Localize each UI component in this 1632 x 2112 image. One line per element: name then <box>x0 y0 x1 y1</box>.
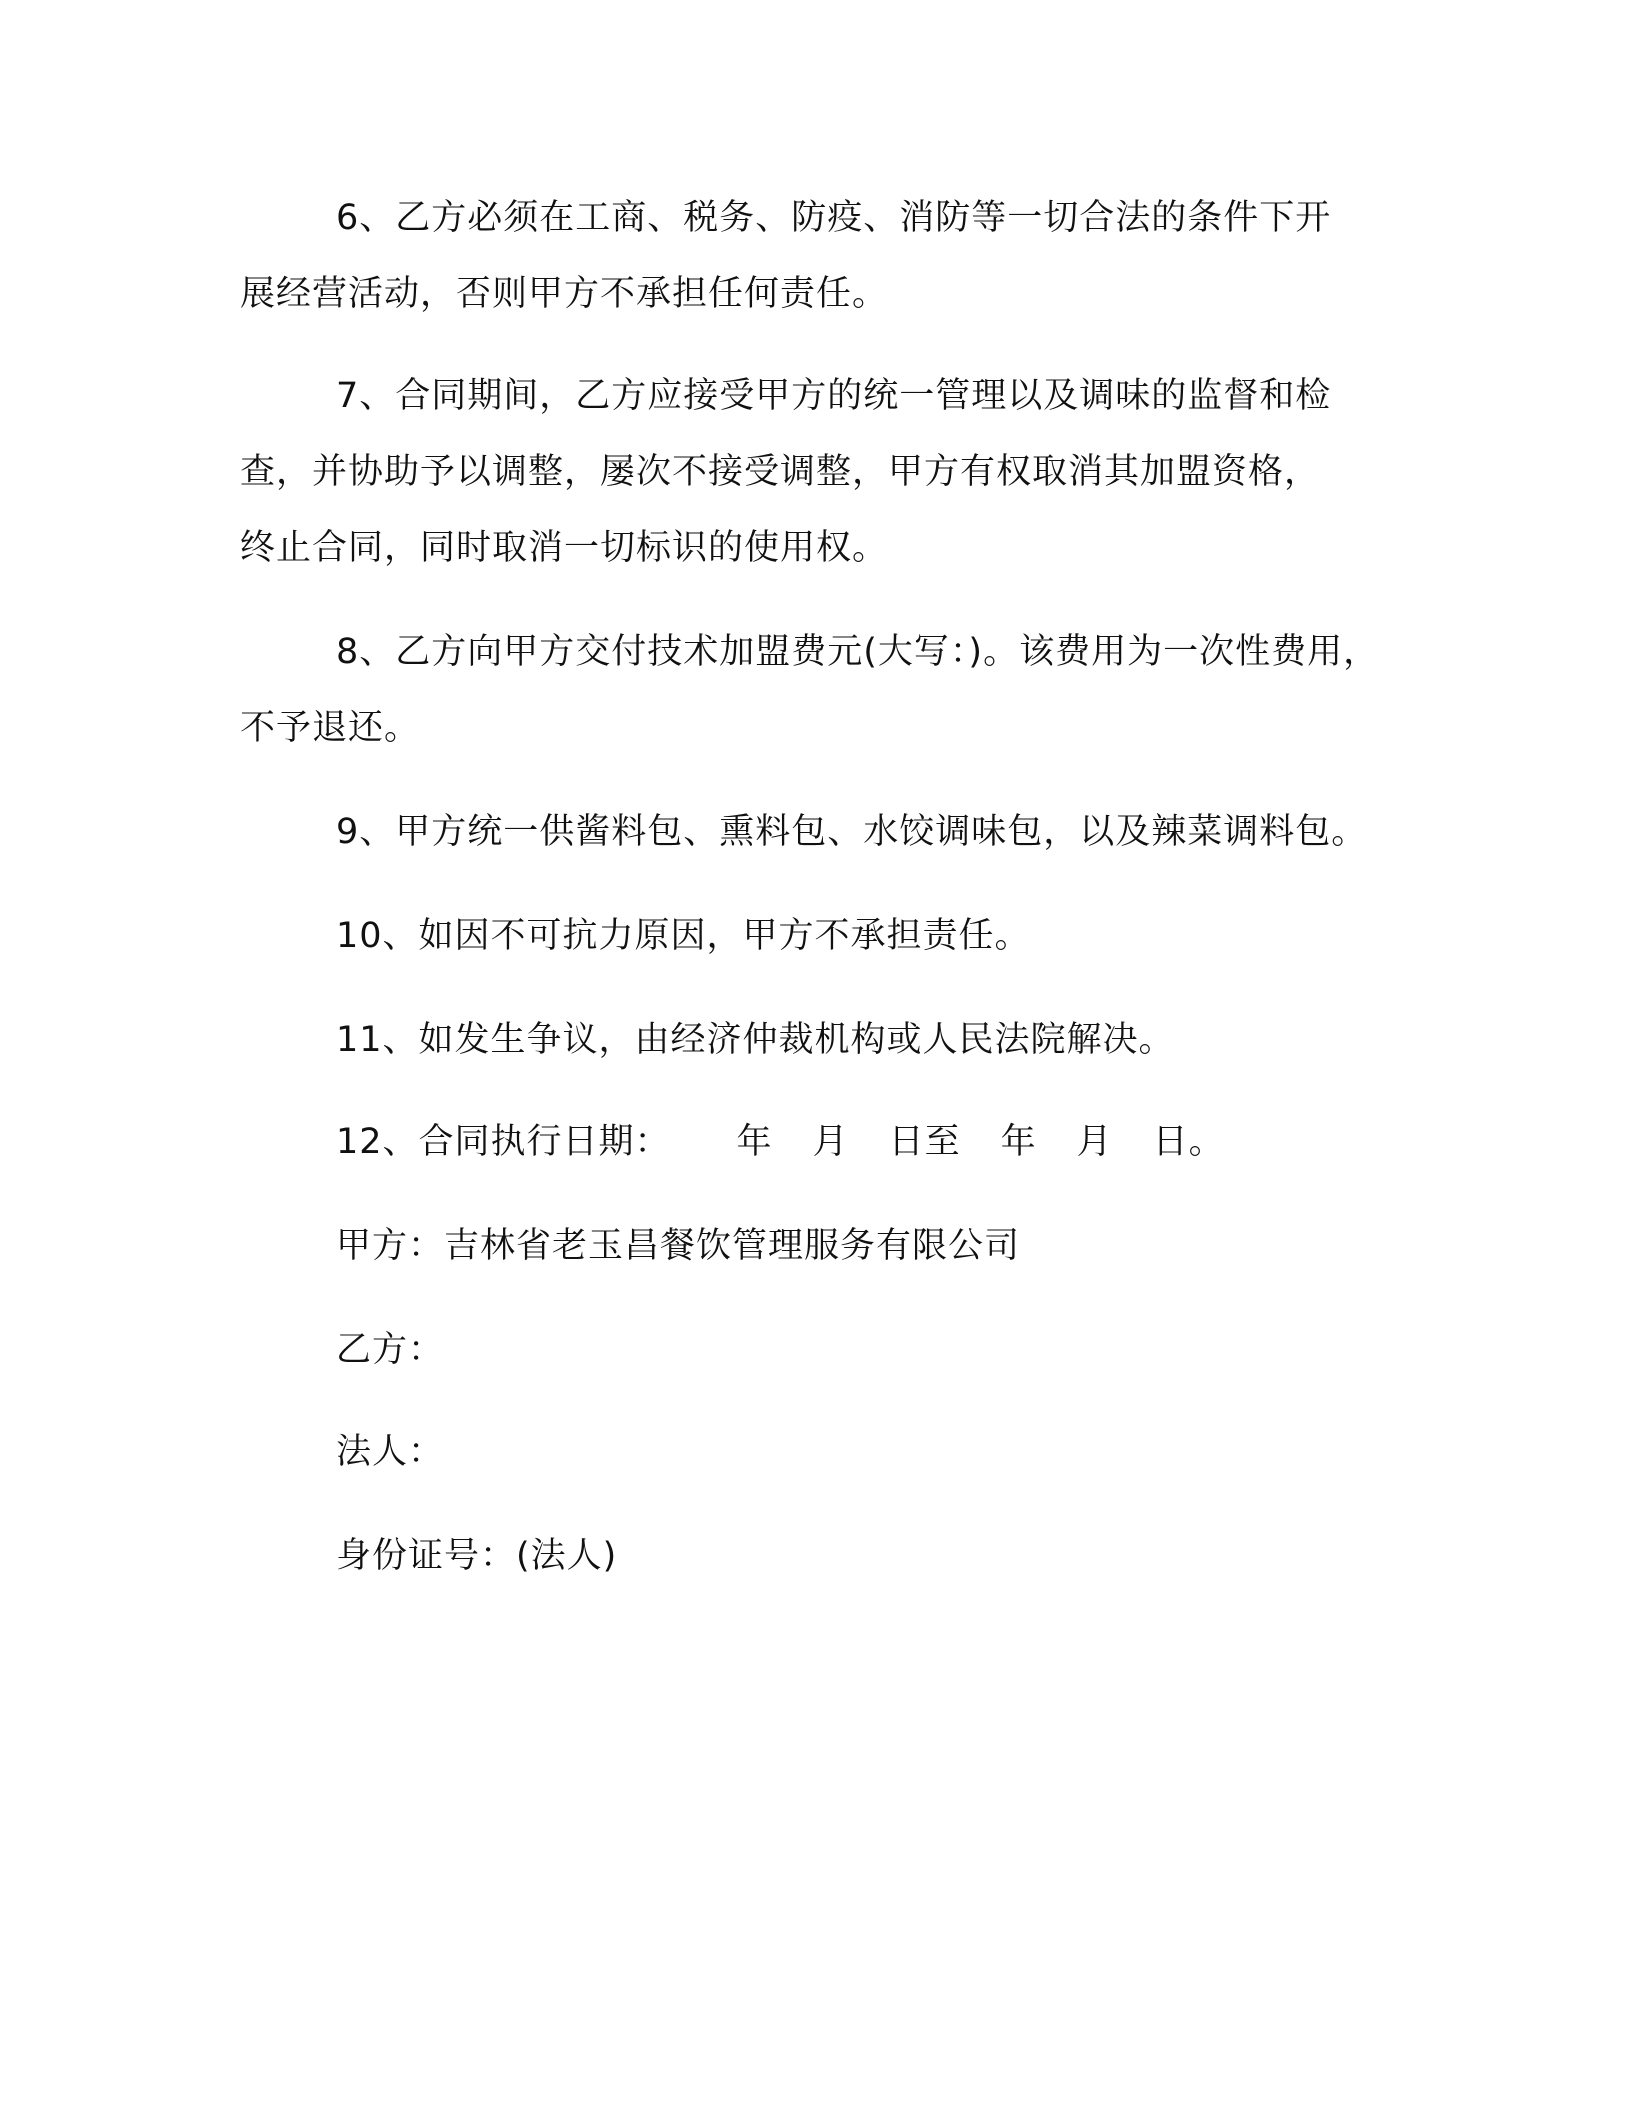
clause-7-line-3: 终止合同，同时取消一切标识的使用权。 <box>240 528 889 568</box>
party-a: 甲方：吉林省老玉昌餐饮管理服务有限公司 <box>336 1226 1021 1266</box>
clause-11: 11、如发生争议，由经济仲裁机构或人民法院解决。 <box>336 1020 1175 1060</box>
date-day-1-to: 日至 <box>888 1122 961 1162</box>
clause-7-line-2: 查，并协助予以调整，屡次不接受调整，甲方有权取消其加盟资格， <box>240 452 1321 492</box>
date-month-2: 月 <box>1076 1122 1113 1162</box>
party-b: 乙方： <box>336 1330 445 1370</box>
clause-7-line-1: 7、合同期间，乙方应接受甲方的统一管理以及调味的监督和检 <box>336 376 1332 416</box>
date-label: 12、合同执行日期： <box>336 1122 671 1162</box>
date-year-2: 年 <box>1000 1122 1037 1162</box>
id-number: 身份证号：(法人) <box>336 1536 618 1576</box>
date-year-1: 年 <box>736 1122 773 1162</box>
legal-person: 法人： <box>336 1432 445 1472</box>
date-day-2: 日。 <box>1152 1122 1225 1162</box>
clause-8-line-2: 不予退还。 <box>240 708 421 748</box>
clause-6-line-1: 6、乙方必须在工商、税务、防疫、消防等一切合法的条件下开 <box>336 198 1332 238</box>
clause-12-date <box>336 1120 1225 1164</box>
clause-6-line-2: 展经营活动，否则甲方不承担任何责任。 <box>240 274 889 314</box>
clause-8-line-1: 8、乙方向甲方交付技术加盟费元(大写：)。该费用为一次性费用， <box>336 632 1380 672</box>
clause-9: 9、甲方统一供酱料包、熏料包、水饺调味包，以及辣菜调料包。 <box>336 812 1368 852</box>
clause-10: 10、如因不可抗力原因，甲方不承担责任。 <box>336 916 1031 956</box>
date-month-1: 月 <box>812 1122 849 1162</box>
